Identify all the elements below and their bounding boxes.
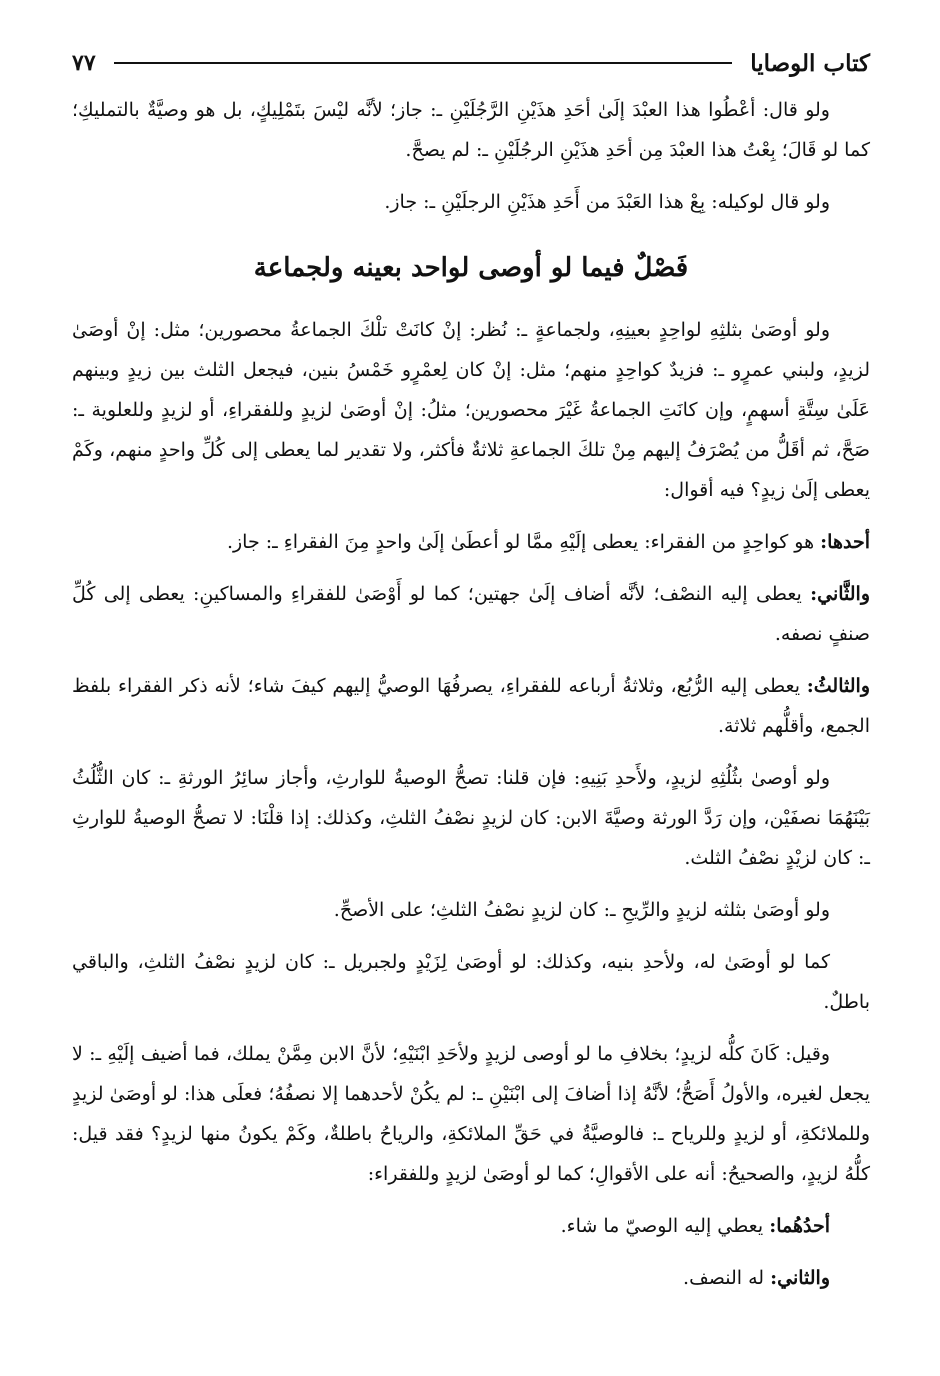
opinion-paragraph (72, 1258, 870, 1298)
opinion-text: يعطى إليه الرُّبُع، وثلاثةُ أرباعه للفقراءِ، يصرفُهَا الوصيُّ إليهم كيفَ شاء؛ لأنه ذكر الفقراء بلفظ الجمع، وأقلُّهم ثلاثة. (72, 675, 870, 737)
opinion-text: يعطي إليه الوصيّ ما شاء. (560, 1215, 770, 1237)
opinion-lead: أحدُهُما: (769, 1215, 830, 1237)
opinion-paragraph (72, 1206, 870, 1246)
body-paragraph: ولو أوصَىٰ بثلثِهِ لواحِدٍ بعينِهِ، ولجماعةٍ ـ: نُظر: إنْ كانَتْ تلْكَ الجماعةُ محصورين؛ مثل: إنْ أوصَىٰ لزيدٍ، ولبني عمرٍو ـ: فزيدٌ كواحِدٍ منهم؛ مثل: إنْ كان لِعمْرٍو خَمْسُ بنين، فيجعل الثلث بين زيدٍ وبينهم عَلَىٰ سِتَّةِ أسهمٍ، وإن كانَتِ الجماعةُ غَيْرَ محصورين؛ مثلُ: إنْ أوصَىٰ لزيدٍ وللفقراءِ، أو لزيدٍ وللعلوية ـ: صَحَّ، ثم أقَلُّ من يُصْرَفُ إليهم مِنْ تلكَ الجماعةِ ثلاثةٌ فأكثر، ولا تقدير لما يعطى إلى كُلِّ واحدٍ منهم، وكَمْ يعطى إلَىٰ زيدٍ؟ فيه أقوال: (72, 319, 870, 501)
running-title: كتاب الوصايا (750, 49, 870, 77)
body-paragraph: كما لو أوصَىٰ له، ولأحدِ بنيه، وكذلك: لو أوصَىٰ لِزَيْدٍ ولجبريل ـ: كان لزيدٍ نصْفُ الثلثِ، والباقي باطلٌ. (72, 951, 870, 1013)
page-header (72, 46, 870, 80)
opinion-lead: والثاني: (770, 1267, 830, 1289)
opinion-lead: والثَّاني: (810, 583, 870, 605)
header-rule (114, 62, 733, 64)
opinion-text: يعطى إليه النصْف؛ لأنَّه أضاف إلَىٰ جهتين؛ كما لو أَوْصَىٰ للفقراءِ والمساكينِ: يعطى إلى كُلِّ صنفٍ نصفه. (72, 583, 870, 645)
opinion-text: له النصف. (683, 1267, 771, 1289)
opinion-lead: والثالثُ: (806, 675, 870, 697)
body-paragraph: وقيل: كَانَ كلُّه لزيدٍ؛ بخلافِ ما لو أوصى لزيدٍ ولأحَدِ ابْنَيْهِ؛ لأنَّ الابن مِمَّنْ يملك، فما أضيف إلَيْهِ ـ: لا يجعل لغيره، والأولُ أَصَحُّ؛ لأنَّهُ إذا أضافَ إلى ابْنَيْنِ ـ: لم يكُنْ لأحدهما إلا نصفُهُ؛ فعلَى هذا: لو أوصَىٰ لزيدٍ وللملائكةِ، أو لزيدٍ وللرياح ـ: فالوصيَّةُ في حَقِّ الملائكةِ، والرياحُ باطلةٌ، وكَمْ يكونُ منها لزيدٍ؟ فقد قيل: كلُّهُ لزيدٍ، والصحيحُ: أنه على الأقوالِ؛ كما لو أوصَىٰ لزيدٍ وللفقراء: (72, 1043, 870, 1185)
section-heading: فَصْلٌ فيما لو أوصى لواحد بعينه ولجماعة (253, 253, 689, 283)
page-number: ٧٧ (72, 50, 96, 76)
page-body (72, 90, 870, 1310)
body-paragraph: ولو قال لوكيله: بِعْ هذا العَبْدَ من أَحَدِ هذَيْنِ الرجلَيْنِ ـ: جاز. (384, 191, 830, 213)
opinion-paragraph (72, 522, 870, 562)
body-paragraph: ولو أوصَىٰ بثلثه لزيدٍ والرِّيحِ ـ: كان لزيدٍ نصْفُ الثلثِ؛ على الأصحِّ. (333, 899, 830, 921)
opinion-paragraph (72, 666, 870, 746)
body-paragraph: ولو أوصىٰ بثُلُثِهِ لزيدٍ، ولأَحدِ بَنِيهِ: فإن قلنا: تصحُّ الوصيةُ للوارثِ، وأجاز سائِرُ الورثةِ ـ: كان الثُّلُثُ بَيْنَهُمَا نصفَيْن، وإن رَدَّ الورثة وصيَّةَ الابن: كان لزيدٍ نصْفُ الثلثِ، وكذلك: إذا قلْنَا: لا تصحُّ الوصيةُ للوارثِ ـ: كان لزيْدٍ نصْفُ الثلث. (72, 767, 870, 869)
opinion-paragraph (72, 574, 870, 654)
body-paragraph: ولو قال: أعْطُوا هذا العبْدَ إلَىٰ أحَدِ هذَيْنِ الرَّجُلَيْنِ ـ: جاز؛ لأنَّه ليْسَ بتَمْلِيكٍ، بل هو وصيَّةٌ بالتمليكِ؛ كما لو قَالَ؛ بِعْتُ هذا العبْدَ مِن أحَدِ هذَيْنِ الرجُلَيْنِ ـ: لم يصحَّ. (72, 99, 870, 161)
opinion-lead: أحدها: (820, 531, 870, 553)
opinion-text: هو كواحِدٍ من الفقراء: يعطى إلَيْهِ ممَّا لو أعطَىٰ إلَىٰ واحدٍ مِنَ الفقراءِ ـ: جاز. (226, 531, 821, 553)
